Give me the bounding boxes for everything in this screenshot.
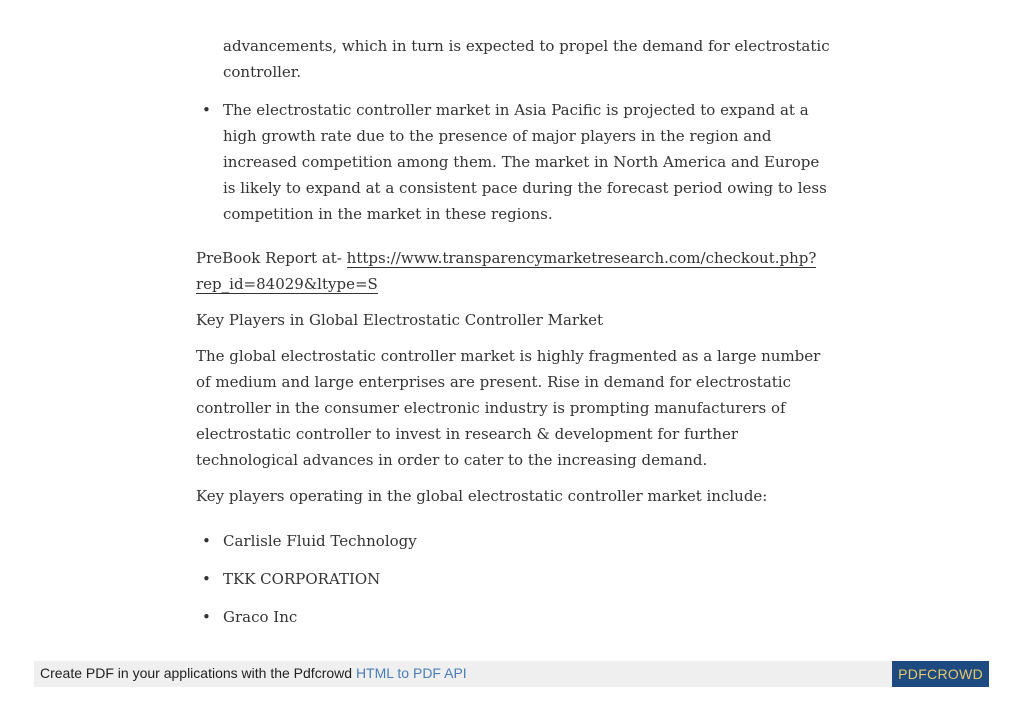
- footer-message: Create PDF in your applications with the Pdfcrowd: [40, 665, 356, 681]
- bullet-icon: •: [202, 570, 211, 588]
- bullet-icon: •: [202, 101, 211, 119]
- bullet-icon: •: [202, 532, 211, 550]
- player-name: TKK CORPORATION: [223, 570, 381, 588]
- list-item: [196, 566, 836, 592]
- bullet-text: The electrostatic controller market in Asia Pacific is projected to expand at a high growth rate due to the presence of major players in the region and increased competition among them. The market in North America and Europe is likely to expand at a consistent pace during the forecast period owing to less competition in the market in these regions.: [223, 101, 827, 223]
- pdfcrowd-footer-bar: [34, 661, 989, 687]
- pdfcrowd-brand-button[interactable]: PDFCROWD: [892, 661, 989, 687]
- player-name: Graco Inc: [223, 608, 298, 626]
- list-item: [196, 528, 836, 554]
- market-bullet-list: [196, 97, 836, 227]
- prebook-paragraph: [196, 245, 836, 297]
- html-to-pdf-api-link[interactable]: HTML to PDF API: [355, 665, 467, 681]
- body-paragraph: The global electrostatic controller market is highly fragmented as a large number of medium and large enterprises are present. Rise in demand for electrostatic controller in the consumer electronic industry is prompting manufacturers of electrostatic controller to invest in research & development for further technological advances in order to cater to the increasing demand.: [196, 347, 821, 469]
- continuation-line-1: advancements, which in turn is expected to propel the demand for electrostatic: [223, 37, 830, 55]
- list-item: [196, 97, 836, 227]
- key-players-heading: Key Players in Global Electrostatic Controller Market: [196, 311, 604, 329]
- players-list: [196, 528, 836, 630]
- prebook-label: PreBook Report at-: [196, 249, 347, 267]
- continuation-line-2: controller.: [223, 63, 302, 81]
- paragraph-continuation: [196, 33, 836, 85]
- player-name: Carlisle Fluid Technology: [223, 532, 417, 550]
- document-content: [196, 33, 836, 642]
- prebook-link[interactable]: https://www.transparencymarketresearch.com/checkout.php?rep_id=84029&ltype=S: [196, 249, 817, 293]
- players-intro: Key players operating in the global electrostatic controller market include:: [196, 487, 768, 505]
- bullet-icon: •: [202, 608, 211, 626]
- list-item: [196, 604, 836, 630]
- footer-text: [40, 665, 467, 681]
